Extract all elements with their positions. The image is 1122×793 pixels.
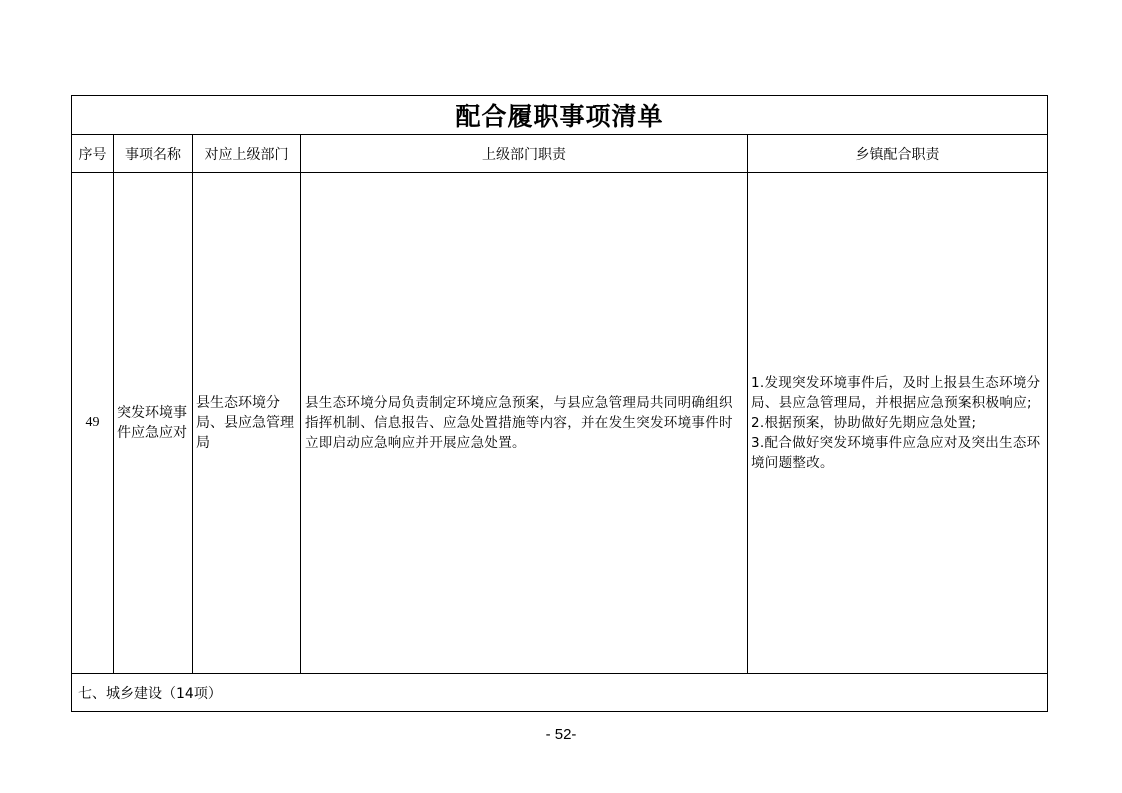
cell-item-name: 突发环境事件应急应对 <box>114 173 193 674</box>
table-title: 配合履职事项清单 <box>72 96 1048 135</box>
section-heading: 七、城乡建设（14项） <box>72 674 1048 712</box>
header-township-duties: 乡镇配合职责 <box>748 135 1048 173</box>
cell-seq: 49 <box>72 173 114 674</box>
cell-upper-duties: 县生态环境分局负责制定环境应急预案，与县应急管理局共同明确组织指挥机制、信息报告、应急处置措施等内容，并在发生突发环境事件时立即启动应急响应并开展应急处置。 <box>301 173 748 674</box>
township-duty-item: 2.根据预案，协助做好先期应急处置; <box>751 415 977 431</box>
table-row <box>72 173 1048 674</box>
township-duty-item: 3.配合做好突发环境事件应急应对及突出生态环境问题整改。 <box>751 435 1041 471</box>
header-item-name: 事项名称 <box>114 135 193 173</box>
duties-table <box>71 95 1048 712</box>
section-row <box>72 674 1048 712</box>
title-row <box>72 96 1048 135</box>
cell-upper-department: 县生态环境分局、县应急管理局 <box>193 173 301 674</box>
page-number: - 52- <box>545 726 577 743</box>
header-row <box>72 135 1048 173</box>
header-seq: 序号 <box>72 135 114 173</box>
township-duty-item: 1.发现突发环境事件后，及时上报县生态环境分局、县应急管理局，并根据应急预案积极响应; <box>751 375 1041 411</box>
cell-township-duties <box>748 173 1048 674</box>
header-upper-department: 对应上级部门 <box>193 135 301 173</box>
header-upper-duties: 上级部门职责 <box>301 135 748 173</box>
